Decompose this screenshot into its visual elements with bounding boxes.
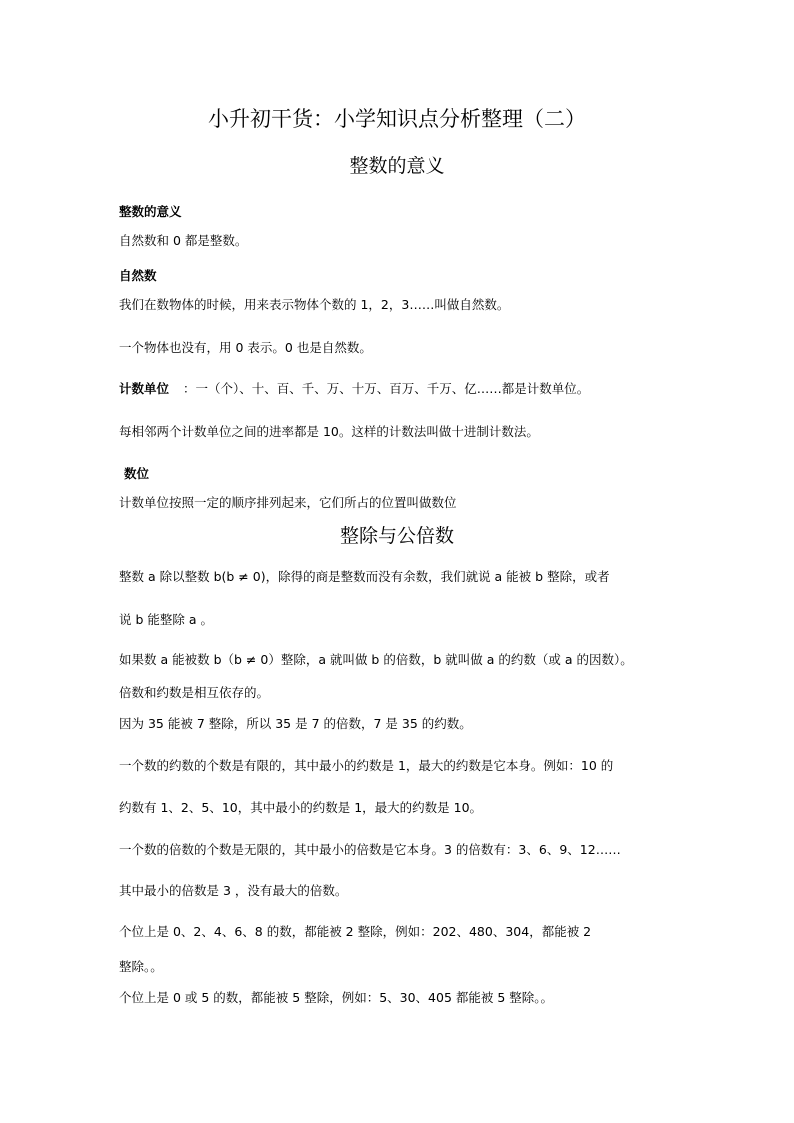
text-digit-place: 计数单位按照一定的顺序排列起来，它们所占的位置叫做数位 — [119, 495, 457, 510]
text-counting-unit: ：一（个）、十、百、千、万、十万、百万、千万、亿……都是计数单位。 — [183, 381, 590, 396]
heading-digit-place: 数位 — [124, 466, 150, 481]
text-multiple-def: 如果数 a 能被数 b（b ≠ 0）整除，a 就叫做 b 的倍数，b 就叫做 a 的约数（或 a 的因数）。 — [119, 652, 633, 667]
text-divisible-by-5: 个位上是 0 或 5 的数，都能被 5 整除，例如：5、30、405 都能被 5 整除。。 — [119, 990, 554, 1005]
text-divisibility-2: 说 b 能整除 a 。 — [119, 612, 213, 627]
counting-unit-line — [119, 381, 589, 397]
document-title: 小升初干货：小学知识点分析整理（二） — [208, 107, 586, 131]
section-title-integer-meaning: 整数的意义 — [349, 155, 445, 177]
text-example-35: 因为 35 能被 7 整除，所以 35 是 7 的倍数，7 是 35 的约数。 — [119, 716, 472, 731]
text-natural-number-2: 一个物体也没有，用 0 表示。0 也是自然数。 — [119, 340, 372, 355]
heading-counting-unit: 计数单位 — [119, 381, 170, 396]
text-divisor-count-1: 一个数的约数的个数是有限的，其中最小的约数是 1，最大的约数是它本身。例如：10 的 — [119, 758, 614, 773]
text-natural-number-1: 我们在数物体的时候，用来表示物体个数的 1，2，3……叫做自然数。 — [119, 297, 510, 312]
section-title-divisibility: 整除与公倍数 — [339, 525, 454, 547]
text-multiple-count-1: 一个数的倍数的个数是无限的，其中最小的倍数是它本身。3 的倍数有：3、6、9、12…… — [119, 842, 621, 857]
heading-natural-number: 自然数 — [119, 268, 157, 283]
text-integer-def: 自然数和 0 都是整数。 — [119, 233, 248, 248]
text-divisible-by-2-2: 整除。。 — [119, 959, 163, 974]
heading-integer-meaning: 整数的意义 — [119, 204, 182, 219]
text-divisor-count-2: 约数有 1、2、5、10，其中最小的约数是 1，最大的约数是 10。 — [119, 800, 483, 815]
text-multiple-count-2: 其中最小的倍数是 3 ，没有最大的倍数。 — [119, 883, 348, 898]
text-divisible-by-2-1: 个位上是 0、2、4、6、8 的数，都能被 2 整除，例如：202、480、304，都能被 2 — [119, 924, 592, 939]
text-divisibility-1: 整数 a 除以整数 b(b ≠ 0)，除得的商是整数而没有余数，我们就说 a 能被 b 整除，或者 — [119, 569, 610, 584]
text-decimal-system: 每相邻两个计数单位之间的进率都是 10。这样的计数法叫做十进制计数法。 — [119, 424, 539, 439]
text-interdependent: 倍数和约数是相互依存的。 — [119, 685, 270, 700]
